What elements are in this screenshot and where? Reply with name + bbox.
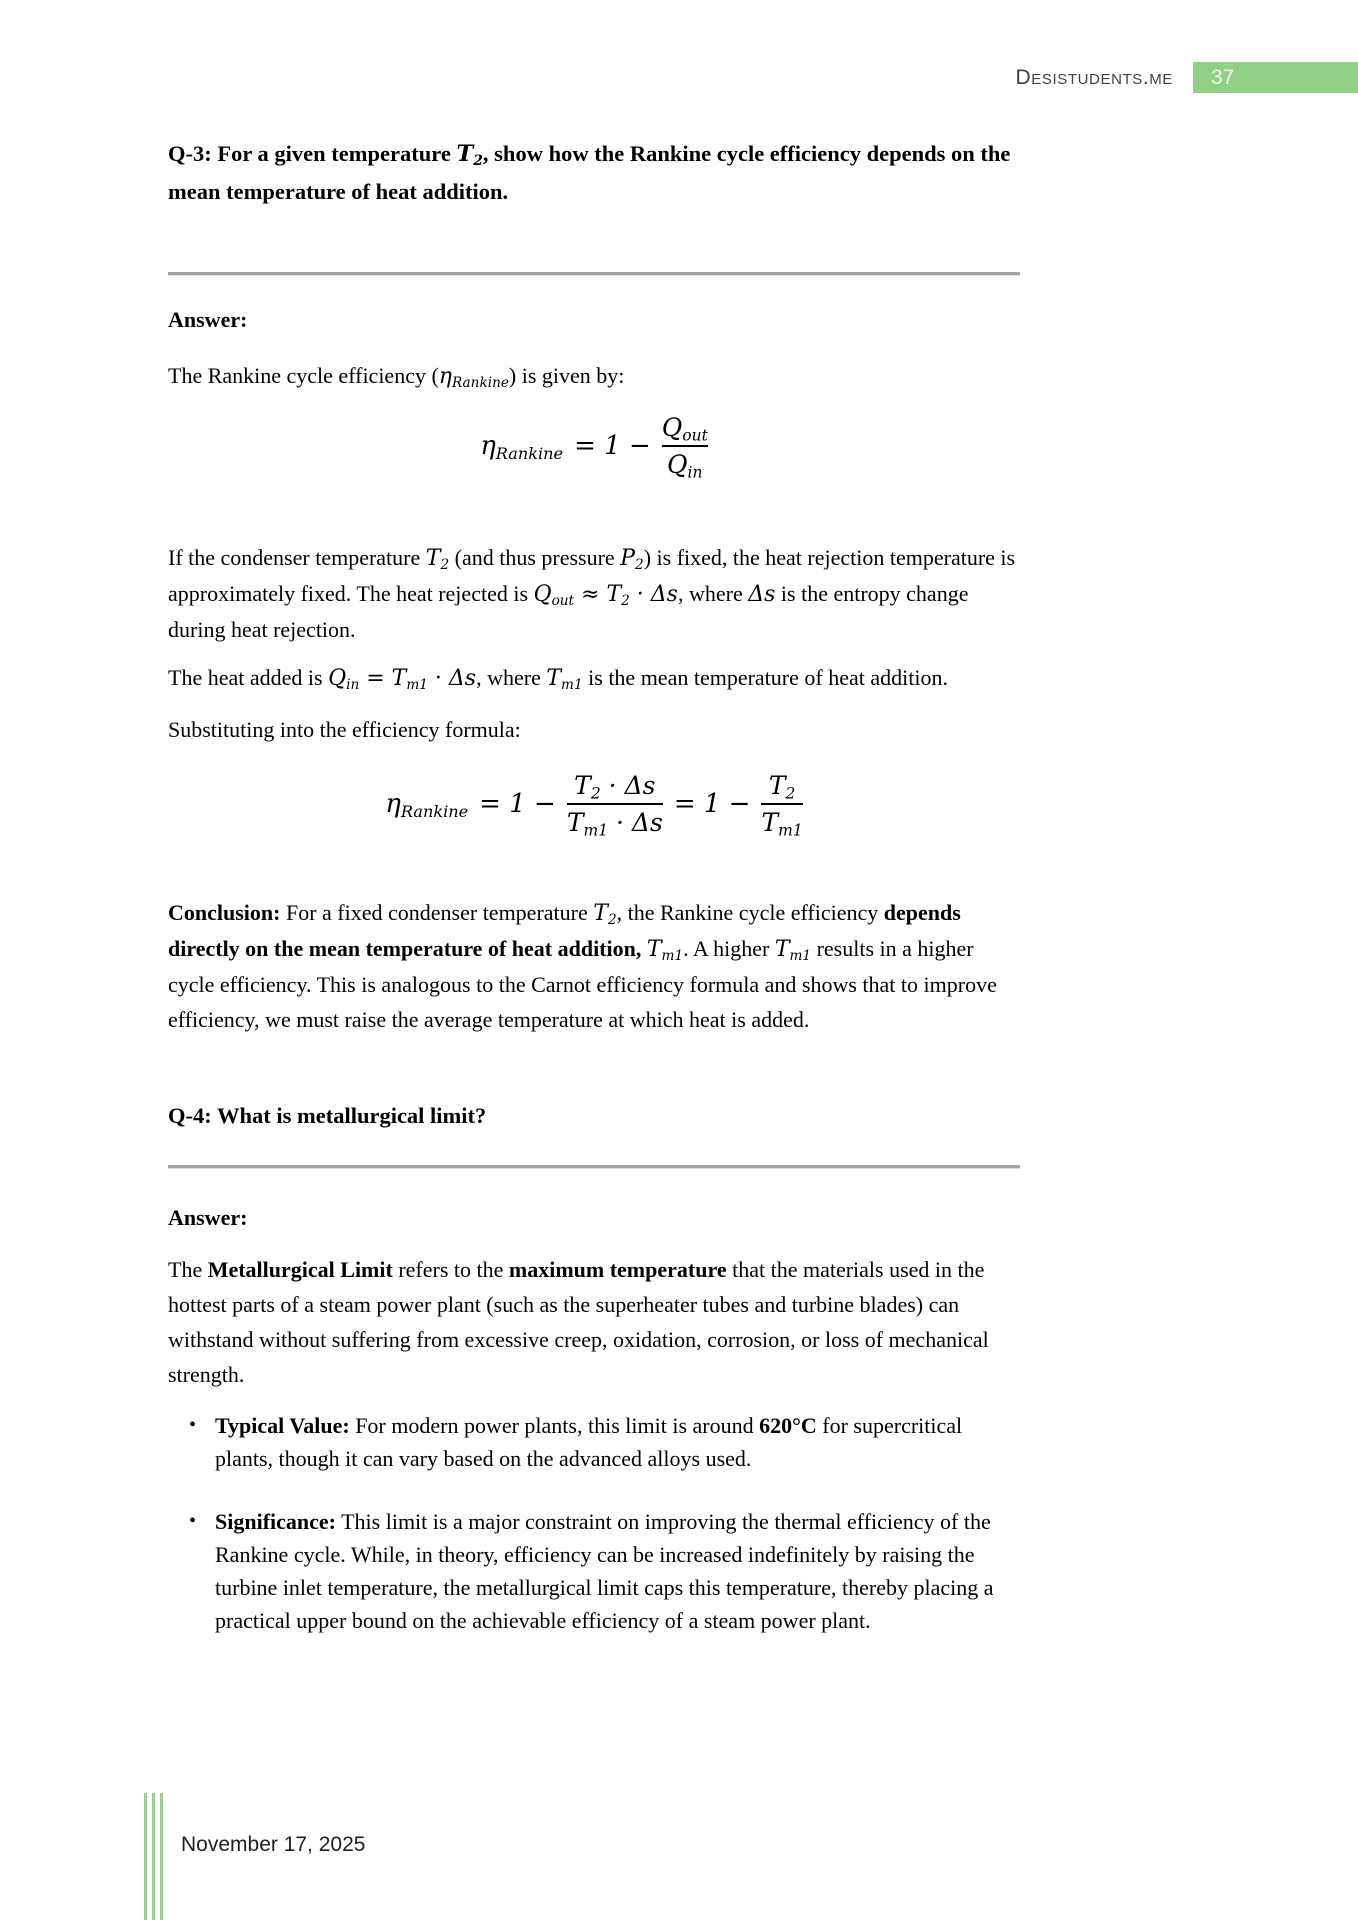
fraction-denominator: $T_{m1} \cdot \Delta s$: [566, 807, 663, 840]
document-body: [168, 0, 1020, 1637]
bullet-text: Typical Value: For modern power plants, this limit is around 620°C for supercritical plants, though it can vary based on the advanced alloys used.: [215, 1413, 963, 1471]
q4-heading: Q-4: What is metallurgical limit?: [168, 1103, 487, 1128]
formula-substituted-efficiency: [168, 759, 1020, 849]
fraction-bar: [761, 803, 802, 805]
fraction-denominator: $Q_{in}$: [667, 449, 703, 482]
formula-operator: = 1 −: [479, 789, 556, 819]
bullet-item: [168, 1505, 1020, 1637]
footer-accent-bars: [144, 1793, 163, 1920]
fraction-numerator: $T_2$: [768, 770, 796, 803]
bullet-marker: •: [189, 1414, 197, 1436]
q3-intro-paragraph: The Rankine cycle efficiency $(\eta_{Rankine})$ is given by:: [168, 363, 625, 392]
footer-accent-bar: [144, 1793, 147, 1920]
formula-fraction: [567, 771, 663, 838]
fraction-bar: [567, 803, 663, 805]
fraction-denominator: $T_{m1}$: [761, 807, 803, 840]
q3-answer-label: Answer:: [168, 307, 248, 332]
q3-heading: Q-3: For a given temperature $T_2$, show how the Rankine cycle efficiency depends on the mean temperature of heat addition.: [168, 141, 1011, 204]
q3-paragraph-substituting: Substituting into the efficiency formula:: [168, 717, 521, 742]
formula-operator: = 1 −: [673, 789, 751, 819]
footer-date: November 17, 2025: [181, 1833, 366, 1856]
divider: [168, 1165, 1020, 1169]
bullet-item: [168, 1409, 1020, 1475]
bullet-list: [168, 1409, 1020, 1637]
page-number: 37: [1211, 65, 1235, 89]
page-number-badge: [1193, 62, 1358, 93]
q3-paragraph-heat-added: The heat added is $Q_{in} = T_{m1} \cdot \Delta s$, where $T_{m1}$ is the mean temperature of heat addition.: [168, 665, 948, 694]
formula-fraction: [761, 771, 802, 838]
fraction-numerator: $T_2 \cdot \Delta s$: [574, 770, 656, 803]
page-header: [1015, 62, 1358, 93]
bullet-marker: •: [189, 1510, 197, 1532]
formula-lhs: $\eta_{Rankine}$: [480, 431, 564, 463]
footer-accent-bar: [152, 1793, 155, 1920]
divider: [168, 272, 1020, 276]
q3-conclusion-paragraph: Conclusion: For a fixed condenser temperature $T_2$, the Rankine cycle efficiency depends directly on the mean temperature of heat addition, $T_{m1}$. A higher $T_{m1}$ results in a higher cycle efficiency. This is analogous to the Carnot efficiency formula and shows that to improve efficiency, we must raise the average temperature at which heat is added.: [168, 900, 997, 1032]
q4-definition-paragraph: The Metallurgical Limit refers to the maximum temperature that the materials used in the hottest parts of a steam power plant (such as the superheater tubes and turbine blades) can withstand without suffering from excessive creep, oxidation, corrosion, or loss of mechanical strength.: [168, 1257, 989, 1387]
formula-lhs: $\eta_{Rankine}$: [385, 789, 469, 821]
formula-rankine-definition: [168, 402, 1020, 490]
footer-accent-bar: [160, 1793, 163, 1920]
site-name: Desistudents.me: [1015, 65, 1173, 89]
bullet-text: Significance: This limit is a major constraint on improving the thermal efficiency of the Rankine cycle. While, in theory, efficiency can be increased indefinitely by raising the turbine inlet temperature, the metallurgical limit caps this temperature, thereby placing a practical upper bound on the achievable efficiency of a steam power plant.: [215, 1509, 994, 1633]
formula-fraction: [662, 413, 708, 480]
q4-answer-label: Answer:: [168, 1205, 248, 1230]
fraction-bar: [662, 445, 708, 447]
q3-paragraph-heat-rejection: If the condenser temperature $T_2$ (and thus pressure $P_2$) is fixed, the heat rejection temperature is approximately fixed. The heat rejected is $Q_{out} \approx T_2 \cdot \Delta s$, where Δs is the entropy change during heat rejection.: [168, 545, 1016, 642]
fraction-numerator: $Q_{out}$: [661, 412, 708, 445]
formula-operator: = 1 −: [574, 431, 651, 461]
